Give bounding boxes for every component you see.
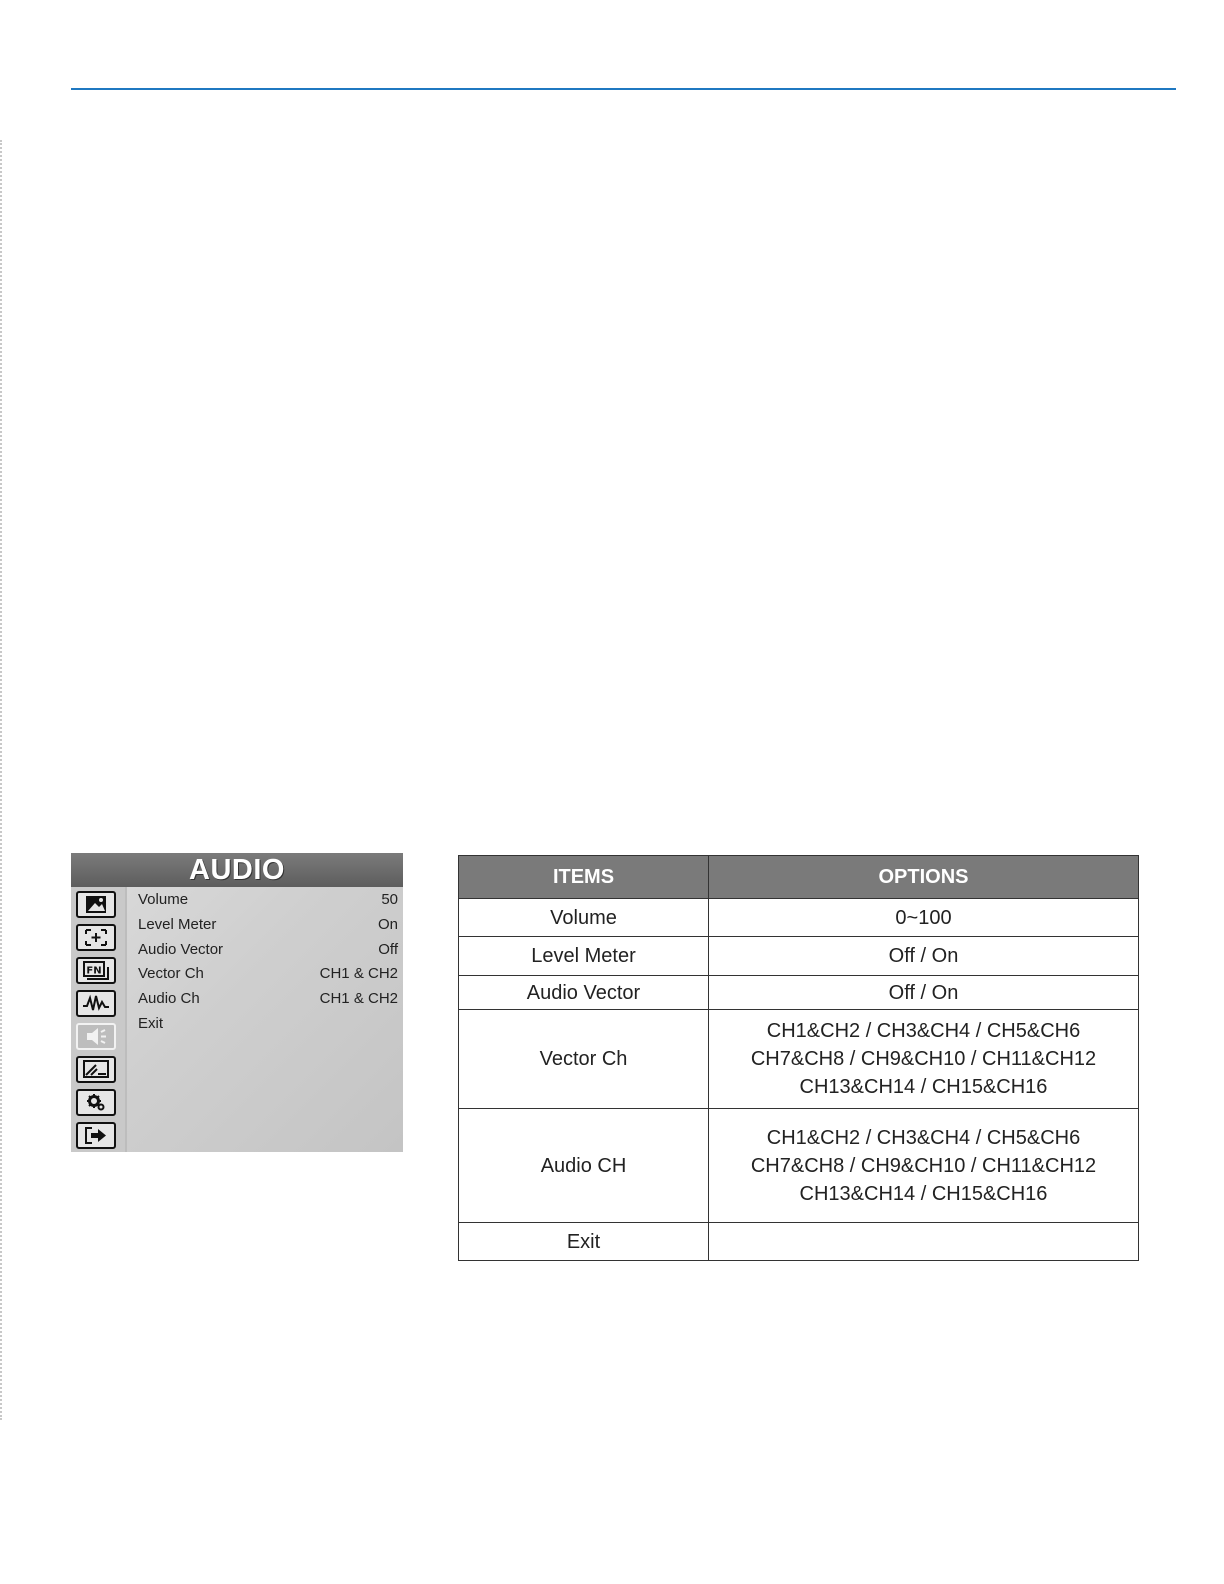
cell-item: Level Meter — [459, 937, 709, 976]
menu-item-exit[interactable] — [138, 1012, 400, 1036]
speaker-icon[interactable] — [76, 1023, 116, 1050]
table-row — [459, 1223, 1139, 1261]
menu-item-vector-ch[interactable] — [138, 962, 400, 986]
cell-options: Off / On — [709, 937, 1139, 976]
menu-item-label: Level Meter — [138, 916, 217, 933]
menu-item-value: CH1 & CH2 — [319, 965, 398, 982]
svg-text:FN: FN — [86, 965, 102, 977]
marker-icon[interactable] — [76, 924, 116, 951]
menu-item-label: Volume — [138, 891, 189, 908]
header-rule — [71, 88, 1176, 90]
cell-item: Audio CH — [459, 1109, 709, 1223]
table-row — [459, 1109, 1139, 1223]
table-row — [459, 937, 1139, 976]
option-line: CH7&CH8 / CH9&CH10 / CH11&CH12 — [750, 1154, 1097, 1177]
menu-item-label: Audio Vector — [138, 941, 224, 958]
fn-icon[interactable] — [76, 957, 116, 984]
option-line: CH7&CH8 / CH9&CH10 / CH11&CH12 — [750, 1048, 1097, 1070]
menu-item-audio-ch[interactable] — [138, 987, 400, 1011]
cell-options: 0~100 — [709, 899, 1139, 937]
cell-options — [709, 1223, 1139, 1261]
option-line: CH13&CH14 / CH15&CH16 — [799, 1076, 1048, 1098]
waveform-icon[interactable] — [76, 990, 116, 1017]
menu-item-value: 50 — [381, 891, 398, 908]
exit-icon[interactable] — [76, 1122, 116, 1149]
menu-item-value: CH1 & CH2 — [319, 990, 398, 1007]
option-line: CH13&CH14 / CH15&CH16 — [799, 1182, 1048, 1205]
menu-item-value: Off — [378, 941, 398, 958]
cell-item: Exit — [459, 1223, 709, 1261]
cell-item: Vector Ch — [459, 1010, 709, 1109]
audio-menu-screenshot — [71, 853, 403, 1152]
display-icon[interactable] — [76, 1056, 116, 1083]
table-row — [459, 976, 1139, 1010]
menu-item-label: Exit — [138, 1015, 164, 1032]
table-row — [459, 1010, 1139, 1109]
menu-item-level-meter[interactable] — [138, 913, 400, 937]
cell-item: Volume — [459, 899, 709, 937]
cell-options: Off / On — [709, 976, 1139, 1010]
option-line: CH1&CH2 / CH3&CH4 / CH5&CH6 — [766, 1020, 1081, 1042]
table-row — [459, 899, 1139, 937]
cell-options — [709, 1109, 1139, 1223]
cell-options — [709, 1010, 1139, 1109]
picture-icon[interactable] — [76, 891, 116, 918]
audio-menu-sidebar — [71, 887, 127, 1152]
audio-menu-title: AUDIO — [71, 853, 403, 887]
menu-item-audio-vector[interactable] — [138, 938, 400, 962]
cell-item: Audio Vector — [459, 976, 709, 1010]
audio-options-table — [458, 855, 1139, 1261]
menu-item-volume[interactable] — [138, 888, 400, 912]
page-edge-dotted-line — [0, 140, 2, 1420]
menu-item-label: Audio Ch — [138, 990, 200, 1007]
table-header-row — [459, 856, 1139, 899]
menu-item-label: Vector Ch — [138, 965, 204, 982]
settings-icon[interactable] — [76, 1089, 116, 1116]
menu-item-value: On — [377, 916, 398, 933]
option-line: CH1&CH2 / CH3&CH4 / CH5&CH6 — [766, 1126, 1081, 1149]
header-options: OPTIONS — [709, 856, 1139, 899]
header-items: ITEMS — [459, 856, 709, 899]
